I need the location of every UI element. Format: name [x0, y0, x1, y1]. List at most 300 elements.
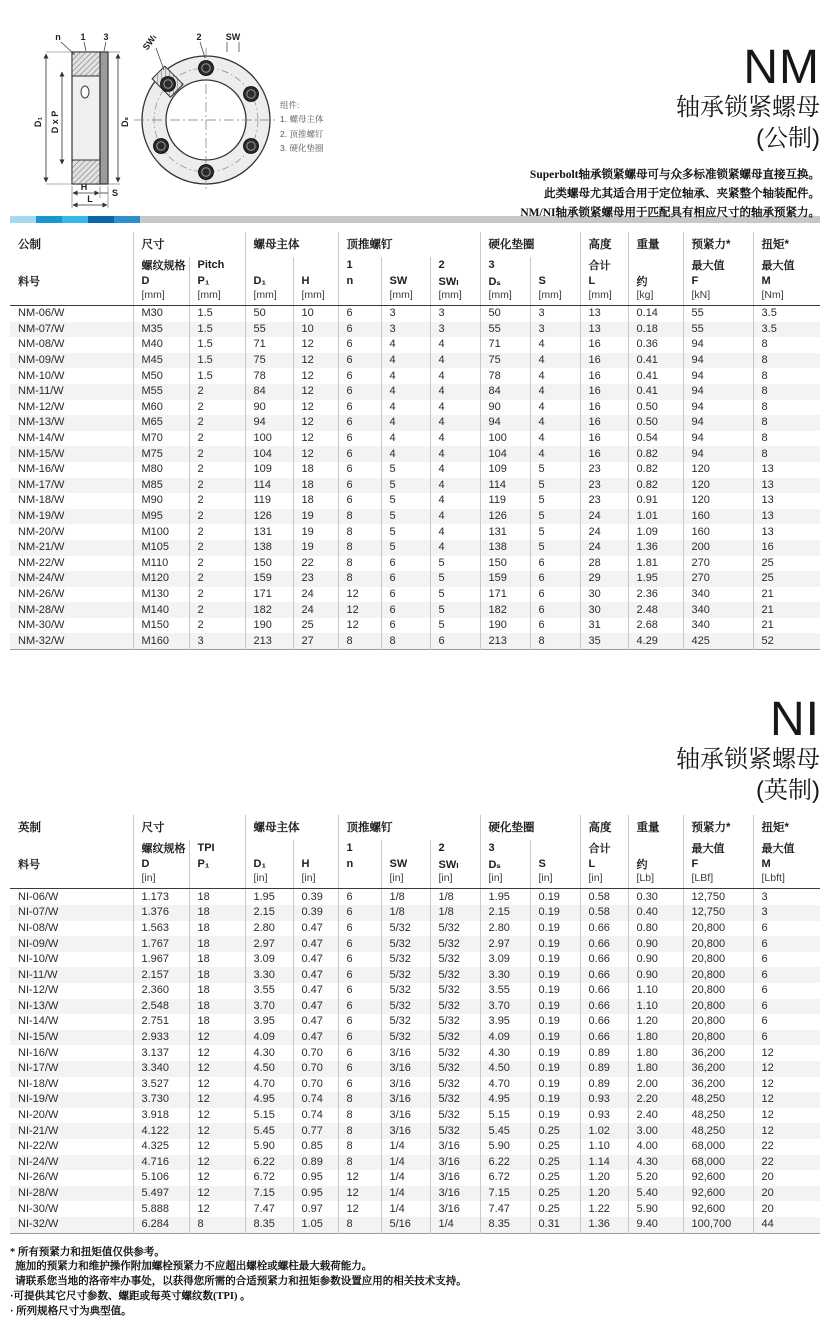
- table-row: [10, 936, 820, 952]
- column-unit: [10, 872, 133, 889]
- cell: 12: [338, 1201, 381, 1217]
- cell: 1.767: [133, 936, 189, 952]
- group-header: 公制: [10, 232, 133, 257]
- cell: 12: [753, 1077, 820, 1093]
- cell: 25: [293, 618, 338, 634]
- cell: 4: [530, 353, 580, 369]
- column-unit: [Lbft]: [753, 872, 820, 889]
- column-unit: [in]: [480, 872, 530, 889]
- sub-header: 合计: [580, 840, 628, 856]
- cell: 4.30: [628, 1155, 683, 1171]
- cell: 0.41: [628, 368, 683, 384]
- cell: 2: [189, 556, 245, 572]
- cell: 138: [245, 540, 293, 556]
- cell: M35: [133, 322, 189, 338]
- cell: 4: [530, 384, 580, 400]
- cell: 19: [293, 524, 338, 540]
- cell: 5/32: [430, 967, 480, 983]
- dim-label-swl: SWₗ: [141, 33, 159, 52]
- cell: 119: [480, 493, 530, 509]
- cell: 0.85: [293, 1139, 338, 1155]
- dim-label-l: L: [87, 194, 93, 204]
- cell: 0.47: [293, 983, 338, 999]
- part-number: NM-14/W: [10, 431, 133, 447]
- cell: 0.39: [293, 889, 338, 905]
- cell: 270: [683, 556, 753, 572]
- cell: 5.45: [245, 1123, 293, 1139]
- cell: 0.95: [293, 1170, 338, 1186]
- cell: 6: [753, 921, 820, 937]
- cell: 5.888: [133, 1201, 189, 1217]
- cell: 4.09: [245, 1030, 293, 1046]
- part-number: NI-22/W: [10, 1139, 133, 1155]
- cell: 84: [480, 384, 530, 400]
- cell: 12: [189, 1170, 245, 1186]
- group-header: 顶推螺钉: [338, 232, 480, 257]
- cell: 0.47: [293, 1030, 338, 1046]
- cell: 3: [753, 905, 820, 921]
- part-number: NM-21/W: [10, 540, 133, 556]
- cell: 12: [189, 1030, 245, 1046]
- part-number: NM-08/W: [10, 337, 133, 353]
- cell: 55: [683, 322, 753, 338]
- cell: M30: [133, 306, 189, 322]
- cell: 6: [753, 983, 820, 999]
- group-header: 硬化垫圈: [480, 232, 580, 257]
- cell: 0.14: [628, 306, 683, 322]
- cell: 0.80: [628, 921, 683, 937]
- cell: 6: [338, 337, 381, 353]
- cell: 22: [753, 1139, 820, 1155]
- cell: 55: [683, 306, 753, 322]
- cell: 0.70: [293, 1077, 338, 1093]
- cell: 92,600: [683, 1170, 753, 1186]
- cell: 0.41: [628, 384, 683, 400]
- cell: 8: [753, 415, 820, 431]
- callout-n: n: [55, 32, 61, 42]
- cell: 0.90: [628, 952, 683, 968]
- cell: 8: [338, 571, 381, 587]
- part-number: NI-12/W: [10, 983, 133, 999]
- part-number: NM-19/W: [10, 509, 133, 525]
- cell: 0.47: [293, 952, 338, 968]
- table-row: [10, 415, 820, 431]
- sub-header: [10, 257, 133, 273]
- cell: 6: [338, 384, 381, 400]
- cell: 3.00: [628, 1123, 683, 1139]
- cell: 3.95: [245, 1014, 293, 1030]
- cell: 16: [580, 353, 628, 369]
- cell: 2.48: [628, 602, 683, 618]
- column-symbol: F: [683, 273, 753, 289]
- cell: 36,200: [683, 1077, 753, 1093]
- cell: 200: [683, 540, 753, 556]
- cell: 25: [753, 571, 820, 587]
- part-number: NI-30/W: [10, 1201, 133, 1217]
- column-unit: [338, 289, 381, 306]
- cell: 4: [381, 446, 430, 462]
- group-header: 螺母主体: [245, 232, 338, 257]
- cell: 5: [430, 602, 480, 618]
- cell: 20,800: [683, 1014, 753, 1030]
- cell: 50: [245, 306, 293, 322]
- cell: 3/16: [430, 1201, 480, 1217]
- cell: 12: [189, 1077, 245, 1093]
- cell: 20,800: [683, 936, 753, 952]
- cell: 4: [430, 478, 480, 494]
- cell: 4: [530, 446, 580, 462]
- part-number: NI-07/W: [10, 905, 133, 921]
- cell: 5.40: [628, 1186, 683, 1202]
- cell: 12: [753, 1061, 820, 1077]
- cell: 5/32: [430, 1045, 480, 1061]
- page-header: [0, 0, 830, 216]
- cell: 20: [753, 1170, 820, 1186]
- cell: 2.157: [133, 967, 189, 983]
- sub-header: 最大值: [683, 840, 753, 856]
- cell: 94: [480, 415, 530, 431]
- cell: M140: [133, 602, 189, 618]
- cell: 94: [683, 337, 753, 353]
- cell: M85: [133, 478, 189, 494]
- cell: 12: [189, 1108, 245, 1124]
- cell: 0.66: [580, 999, 628, 1015]
- cell: 6: [530, 556, 580, 572]
- cell: 4: [430, 462, 480, 478]
- cell: 12,750: [683, 889, 753, 905]
- cell: 4: [381, 337, 430, 353]
- cell: 6: [338, 1061, 381, 1077]
- ni-title: NI: [0, 696, 820, 744]
- cell: 1.10: [628, 999, 683, 1015]
- table-row: [10, 952, 820, 968]
- cell: 4.50: [480, 1061, 530, 1077]
- cell: 6: [753, 967, 820, 983]
- cell: 2.15: [245, 905, 293, 921]
- group-header: 顶推螺钉: [338, 815, 480, 840]
- column-symbol: P₁: [189, 273, 245, 289]
- footnote-line: ·可提供其它尺寸参数、螺距或每英寸螺纹数(TPI) 。: [10, 1290, 830, 1305]
- table-row: [10, 967, 820, 983]
- cell: 4: [430, 368, 480, 384]
- component-item: 1. 螺母主体: [280, 112, 323, 126]
- column-unit: [in]: [430, 872, 480, 889]
- cell: 21: [753, 602, 820, 618]
- cell: 8: [753, 400, 820, 416]
- cell: M80: [133, 462, 189, 478]
- cell: 18: [189, 999, 245, 1015]
- nm-description: [520, 166, 820, 223]
- cell: M90: [133, 493, 189, 509]
- cell: 2.80: [480, 921, 530, 937]
- cell: 190: [480, 618, 530, 634]
- cell: 0.19: [530, 889, 580, 905]
- cell: 1.36: [580, 1217, 628, 1233]
- sub-header: 最大值: [683, 257, 753, 273]
- cell: 2.20: [628, 1092, 683, 1108]
- cell: M70: [133, 431, 189, 447]
- cell: 6: [338, 936, 381, 952]
- sub-header: 最大值: [753, 840, 820, 856]
- cell: 2.548: [133, 999, 189, 1015]
- cell: 213: [480, 633, 530, 649]
- part-number: NM-11/W: [10, 384, 133, 400]
- cell: 131: [245, 524, 293, 540]
- cell: 1.10: [580, 1139, 628, 1155]
- cell: M50: [133, 368, 189, 384]
- cell: 109: [245, 462, 293, 478]
- cell: 6: [530, 602, 580, 618]
- cell: 18: [189, 1014, 245, 1030]
- cell: 0.19: [530, 1092, 580, 1108]
- cell: 8.35: [480, 1217, 530, 1233]
- cell: 6: [338, 999, 381, 1015]
- cell: 28: [580, 556, 628, 572]
- cell: 4: [381, 431, 430, 447]
- cell: 6: [753, 999, 820, 1015]
- cell: 5.90: [245, 1139, 293, 1155]
- cell: 6: [338, 368, 381, 384]
- table-row: [10, 1061, 820, 1077]
- cell: 1/4: [430, 1217, 480, 1233]
- cell: 10: [293, 322, 338, 338]
- cell: 4.95: [245, 1092, 293, 1108]
- cell: 5: [381, 493, 430, 509]
- cell: 13: [753, 478, 820, 494]
- cell: 1.36: [628, 540, 683, 556]
- cell: 0.66: [580, 936, 628, 952]
- cell: 4: [430, 446, 480, 462]
- cell: 1.10: [628, 983, 683, 999]
- part-number: NM-17/W: [10, 478, 133, 494]
- cell: 1/4: [381, 1155, 430, 1171]
- cell: 4: [530, 400, 580, 416]
- cell: 4: [530, 337, 580, 353]
- table-row: [10, 1092, 820, 1108]
- cell: 3/16: [430, 1170, 480, 1186]
- cell: 5/32: [381, 967, 430, 983]
- cell: 3/16: [381, 1123, 430, 1139]
- cell: 1.81: [628, 556, 683, 572]
- cell: 94: [683, 368, 753, 384]
- table-row: [10, 571, 820, 587]
- dim-label-sw: SW: [226, 32, 241, 42]
- part-number: NI-06/W: [10, 889, 133, 905]
- table-row: [10, 1155, 820, 1171]
- cell: 182: [480, 602, 530, 618]
- cell: 2: [189, 524, 245, 540]
- cell: 3.95: [480, 1014, 530, 1030]
- cell: 120: [683, 478, 753, 494]
- column-unit: [mm]: [580, 289, 628, 306]
- cell: M110: [133, 556, 189, 572]
- part-number: NI-17/W: [10, 1061, 133, 1077]
- cell: 48,250: [683, 1108, 753, 1124]
- cell: 8: [753, 368, 820, 384]
- cell: 12: [189, 1139, 245, 1155]
- cell: 5: [381, 478, 430, 494]
- part-number: NI-26/W: [10, 1170, 133, 1186]
- column-symbol: L: [580, 856, 628, 872]
- component-legend-title: 组件:: [280, 98, 323, 112]
- cell: 68,000: [683, 1139, 753, 1155]
- sub-header: 螺纹规格: [133, 840, 189, 856]
- cell: 12: [189, 1186, 245, 1202]
- cell: 5/32: [430, 936, 480, 952]
- part-number: NI-09/W: [10, 936, 133, 952]
- column-symbol: n: [338, 856, 381, 872]
- cell: 36,200: [683, 1045, 753, 1061]
- cell: 12: [293, 337, 338, 353]
- cell: 0.66: [580, 1014, 628, 1030]
- footnotes: [10, 1246, 830, 1320]
- component-legend: [280, 98, 323, 156]
- cell: 5: [381, 462, 430, 478]
- part-number: NI-18/W: [10, 1077, 133, 1093]
- cell: 4: [381, 368, 430, 384]
- dim-label-ds: Dₛ: [120, 116, 130, 126]
- cell: 1/8: [430, 905, 480, 921]
- cell: 6: [381, 556, 430, 572]
- cell: 4: [430, 415, 480, 431]
- cell: M120: [133, 571, 189, 587]
- part-number: NI-15/W: [10, 1030, 133, 1046]
- component-item: 2. 顶推螺钉: [280, 127, 323, 141]
- cell: 7.47: [480, 1201, 530, 1217]
- cell: 23: [580, 462, 628, 478]
- cell: 10: [293, 306, 338, 322]
- part-number: NM-09/W: [10, 353, 133, 369]
- cell: 4: [430, 493, 480, 509]
- cell: 4: [381, 415, 430, 431]
- cell: 5/32: [381, 936, 430, 952]
- table-row: [10, 1201, 820, 1217]
- cell: 12: [293, 353, 338, 369]
- cell: 5/32: [430, 999, 480, 1015]
- cell: 5: [530, 462, 580, 478]
- part-number: NI-21/W: [10, 1123, 133, 1139]
- cell: 5.90: [480, 1139, 530, 1155]
- cell: 20: [753, 1186, 820, 1202]
- cell: 12: [189, 1092, 245, 1108]
- part-number: NM-07/W: [10, 322, 133, 338]
- cell: 6: [338, 353, 381, 369]
- cell: 21: [753, 587, 820, 603]
- cell: 131: [480, 524, 530, 540]
- cell: 5/32: [381, 921, 430, 937]
- column-symbol: L: [580, 273, 628, 289]
- cell: 84: [245, 384, 293, 400]
- cell: 0.19: [530, 952, 580, 968]
- group-header: 重量: [628, 815, 683, 840]
- cell: 20,800: [683, 1030, 753, 1046]
- cell: 7.15: [480, 1186, 530, 1202]
- cell: 5/32: [430, 1077, 480, 1093]
- cell: 0.82: [628, 478, 683, 494]
- part-number: NM-10/W: [10, 368, 133, 384]
- cell: 4: [381, 400, 430, 416]
- cell: 16: [580, 431, 628, 447]
- cell: 4: [530, 368, 580, 384]
- cell: 0.95: [293, 1186, 338, 1202]
- ni-subtitle: 轴承锁紧螺母: [0, 744, 820, 775]
- cell: 22: [293, 556, 338, 572]
- cell: 16: [753, 540, 820, 556]
- cell: 8: [753, 446, 820, 462]
- cell: 4.95: [480, 1092, 530, 1108]
- cell: 5/32: [430, 1092, 480, 1108]
- cell: 150: [480, 556, 530, 572]
- cell: M65: [133, 415, 189, 431]
- column-symbol: SW: [381, 856, 430, 872]
- group-header: 英制: [10, 815, 133, 840]
- cell: 1.5: [189, 306, 245, 322]
- cell: 1/4: [381, 1186, 430, 1202]
- column-symbol: SWₗ: [430, 856, 480, 872]
- cell: 5/32: [381, 1030, 430, 1046]
- table-row: [10, 446, 820, 462]
- column-unit: [10, 289, 133, 306]
- cell: 94: [683, 431, 753, 447]
- column-unit: [kg]: [628, 289, 683, 306]
- cell: 104: [480, 446, 530, 462]
- group-header: 扭矩*: [753, 815, 820, 840]
- cell: 3/16: [381, 1108, 430, 1124]
- cell: 0.25: [530, 1170, 580, 1186]
- sub-header: 3: [480, 840, 530, 856]
- cell: 2: [189, 462, 245, 478]
- cell: 55: [245, 322, 293, 338]
- table-row: [10, 353, 820, 369]
- cell: 2: [189, 602, 245, 618]
- part-number: NM-20/W: [10, 524, 133, 540]
- sub-header: [628, 257, 683, 273]
- column-unit: [in]: [381, 872, 430, 889]
- cell: 160: [683, 509, 753, 525]
- cell: 340: [683, 618, 753, 634]
- cell: 8: [381, 633, 430, 649]
- cell: 0.93: [580, 1108, 628, 1124]
- cell: 1/8: [381, 905, 430, 921]
- group-header: 预紧力*: [683, 232, 753, 257]
- column-unit: [338, 872, 381, 889]
- cell: 1.80: [628, 1061, 683, 1077]
- cell: 7.47: [245, 1201, 293, 1217]
- cell: 6.22: [245, 1155, 293, 1171]
- cell: 6: [338, 322, 381, 338]
- column-symbol: S: [530, 856, 580, 872]
- cell: 0.19: [530, 999, 580, 1015]
- cell: 0.19: [530, 1108, 580, 1124]
- cell: 5/32: [430, 952, 480, 968]
- cell: 2.751: [133, 1014, 189, 1030]
- cell: 20,800: [683, 999, 753, 1015]
- nm-table: [10, 232, 820, 650]
- cell: 8: [753, 337, 820, 353]
- nm-description-line: 此类螺母尤其适合用于定位轴承、夹紧整个轴装配件。: [520, 185, 820, 204]
- cell: 0.19: [530, 1077, 580, 1093]
- part-number: NI-32/W: [10, 1217, 133, 1233]
- cell: 12: [338, 618, 381, 634]
- dim-label-d1: D₁: [33, 117, 43, 127]
- table-row: [10, 1217, 820, 1233]
- table-row: [10, 540, 820, 556]
- cell: 5/32: [381, 952, 430, 968]
- cell: 22: [753, 1155, 820, 1171]
- part-number: NM-32/W: [10, 633, 133, 649]
- cell: 12: [189, 1045, 245, 1061]
- cell: 3.137: [133, 1045, 189, 1061]
